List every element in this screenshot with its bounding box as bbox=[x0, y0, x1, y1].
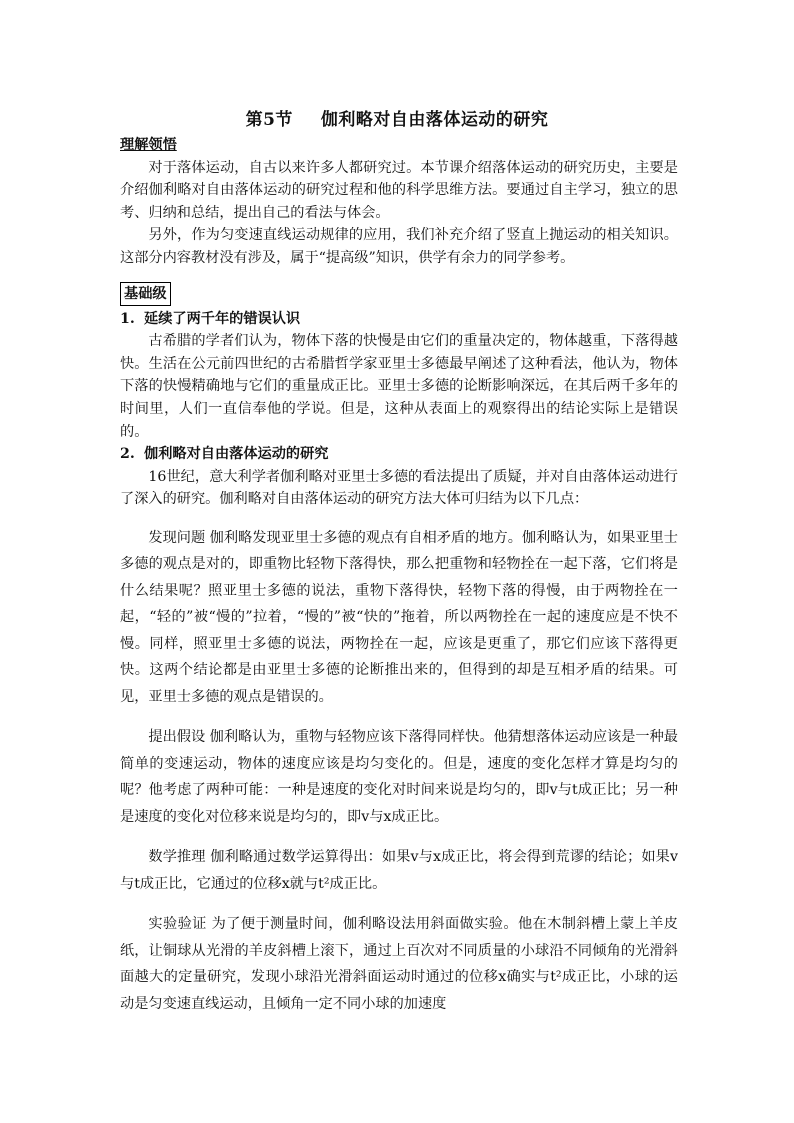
discover-problem-paragraph: 发现问题 伽利略发现亚里士多德的观点有自相矛盾的地方。伽利略认为，如果亚里士多德的观点是对的，即重物比轻物下落得快，那么把重物和轻物拴在一起下落，它们将是什么结果呢？照亚里士多德的说法，重物下落得快，轻物下落的得慢，由于两物拴在一起，“轻的”被“慢的”拉着，“慢的”被“快的”拖着，所以两物拴在一起的速度应是不快不慢。同样，照亚里士多德的说法，两物拴在一起，应该是更重了，那它们应该下落得更快。这两个结论都是由亚里士多德的论断推出来的，但得到的却是互相矛盾的结果。可见，亚里士多德的观点是错误的。 bbox=[120, 529, 678, 705]
level-badge: 基础级 bbox=[120, 282, 171, 306]
page-title bbox=[0, 105, 794, 130]
section-2-heading bbox=[120, 443, 678, 466]
understanding-heading: 理解领悟 bbox=[120, 137, 177, 153]
hypothesis-paragraph: 提出假设 伽利略认为，重物与轻物应该下落得同样快。他猜想落体运动应该是一种最简单的变速运动，物体的速度应该是均匀变化的。但是，速度的变化怎样才算是均匀的呢？他考虑了两种可能：一种是速度的变化对时间来说是均匀的，即v与t成正比；另一种是速度的变化对位移来说是均匀的，即v与x成正比。 bbox=[120, 729, 678, 825]
section-number: 第5节 bbox=[245, 110, 293, 130]
understanding-paragraph-1: 对于落体运动，自古以来许多人都研究过。本节课介绍落体运动的研究历史，主要是介绍伽利略对自由落体运动的研究过程和他的科学思维方法。要通过自主学习，独立的思考、归纳和总结，提出自己的看法与体会。 bbox=[120, 159, 678, 221]
section-2-title: 伽利略对自由落体运动的研究 bbox=[144, 446, 329, 463]
section-2-intro: 16世纪，意大利学者伽利略对亚里士多德的看法提出了质疑，并对自由落体运动进行了深入的研究。伽利略对自由落体运动的研究方法大体可归结为以下几点： bbox=[120, 468, 678, 508]
section-1-paragraph: 古希腊的学者们认为，物体下落的快慢是由它们的重量决定的，物体越重，下落得越快。生活在公元前四世纪的古希腊哲学家亚里士多德最早阐述了这种看法，他认为，物体下落的快慢精确地与它们的重量成正比。亚里士多德的论断影响深远，在其后两千多年的时间里，人们一直信奉他的学说。但是，这种从表面上的观察得出的结论实际上是错误的。 bbox=[120, 333, 678, 440]
section-title: 伽利略对自由落体运动的研究 bbox=[320, 110, 549, 130]
section-2-number: 2. bbox=[120, 446, 135, 463]
content-body bbox=[120, 134, 678, 1017]
math-reasoning-paragraph: 数学推理 伽利略通过数学运算得出：如果v与x成正比，将会得到荒谬的结论；如果v与t成正比，它通过的位移x就与t²成正比。 bbox=[120, 849, 678, 892]
understanding-paragraph-2: 另外，作为匀变速直线运动规律的应用，我们补充介绍了竖直上抛运动的相关知识。这部分内容教材没有涉及，属于“提高级”知识，供学有余力的同学参考。 bbox=[120, 227, 678, 266]
section-1-number: 1. bbox=[120, 310, 135, 327]
section-1-heading bbox=[120, 308, 678, 331]
experiment-paragraph: 实验验证 为了便于测量时间，伽利略设法用斜面做实验。他在木制斜槽上蒙上羊皮纸，让铜球从光滑的羊皮斜槽上滚下，通过上百次对不同质量的小球沿不同倾角的光滑斜面越大的定量研究，发现小球沿光滑斜面运动时通过的位移x确实与t²成正比，小球的运动是匀变速直线运动，且倾角一定不同小球的加速度 bbox=[120, 916, 678, 1012]
section-1-title: 延续了两千年的错误认识 bbox=[144, 310, 301, 327]
